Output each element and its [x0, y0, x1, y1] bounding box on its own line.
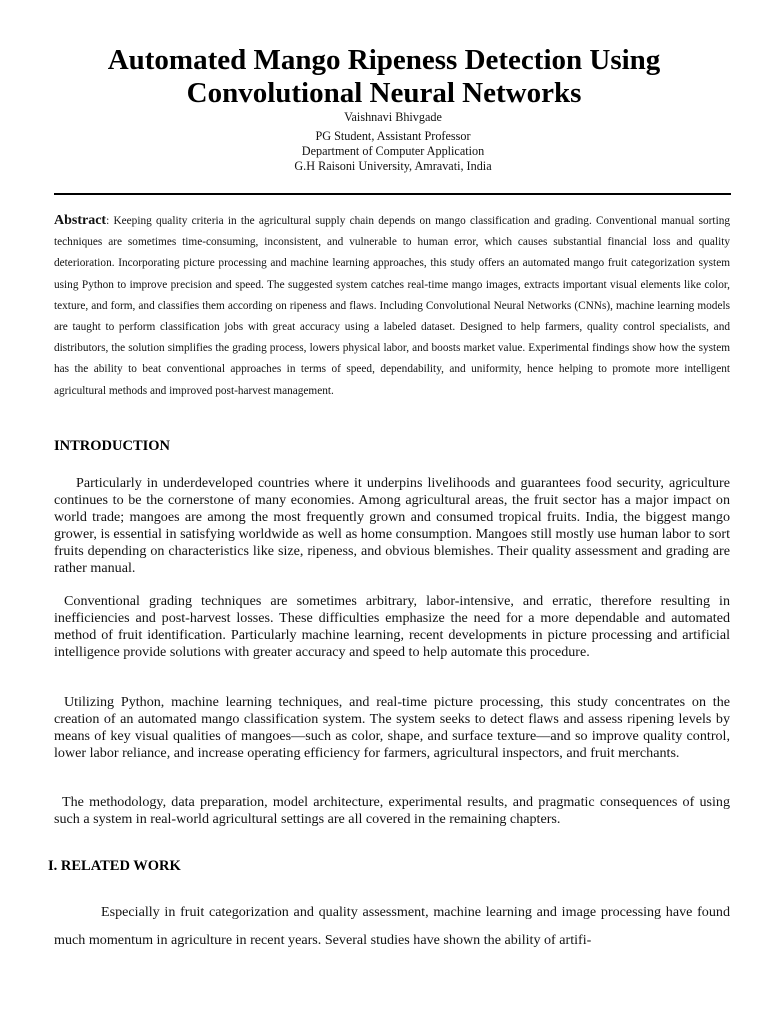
related-work-heading: I. RELATED WORK [48, 858, 181, 874]
related-work-paragraph-1: Especially in fruit categorization and quality assessment, machine learning and image processing have found much momentum in agriculture in recent years. Several studies have shown the ability of artifi- [54, 904, 730, 948]
abstract-label: Abstract [54, 213, 107, 228]
author-affiliation-block [0, 129, 768, 174]
author-role: PG Student, Assistant Professor [315, 129, 471, 143]
introduction-paragraph-3: Utilizing Python, machine learning techniques, and real-time picture processing, this study concentrates on the creation of an automated mango classification system. The system seeks to detect flaws and assess ripening levels by means of key visual qualities of mangoes—such as color, shape, and surface texture—and so improve quality control, lower labor reliance, and increase operating efficiency for farmers, agricultural inspectors, and fruit merchants. [54, 694, 730, 761]
abstract-separator: : [106, 215, 114, 227]
author-department: Department of Computer Application [301, 144, 485, 158]
author-name: Vaishnavi Bhivgade [344, 110, 442, 124]
author-affiliation: G.H Raisoni University, Amravati, India [294, 159, 492, 173]
abstract [54, 210, 730, 402]
introduction-heading: INTRODUCTION [54, 438, 171, 454]
abstract-text: Keeping quality criteria in the agricultural supply chain depends on mango classification and grading. Conventional manual sorting techniques are sometimes time-consuming, inconsistent, and vulnerable to human error, which causes substantial financial loss and quality deterioration. Incorporating picture processing and machine learning approaches, this study offers an automated mango fruit categorization system using Python to improve precision and speed. The suggested system catches real-time mango images, extracts important visual elements like color, texture, and form, and classifies them according on ripeness and flaws. Including Convolutional Neural Networks (CNNs), machine learning models are taught to perform classification jobs with great accuracy using a labeled dataset. Designed to help farmers, quality control specialists, and distributors, the solution simplifies the grading process, lowers physical labor, and boosts market value. Experimental findings show how the system has the ability to beat conventional approaches in terms of speed, dependability, and uniformity, hence helping to promote more intelligent agricultural methods and improved post-harvest management. [54, 215, 731, 397]
header-divider [54, 193, 731, 195]
introduction-paragraph-2: Conventional grading techniques are sometimes arbitrary, labor-intensive, and erratic, therefore resulting in inefficiencies and post-harvest losses. These difficulties emphasize the need for a more dependable and automated method of fruit identification. Particularly machine learning, recent developments in picture processing and artificial intelligence provide solutions with greater accuracy and speed to help automate this procedure. [54, 593, 730, 660]
paper-title: Automated Mango Ripeness Detection Using Convolutional Neural Networks [107, 44, 661, 109]
introduction-paragraph-1: Particularly in underdeveloped countries where it underpins livelihoods and guarantees food security, agriculture continues to be the cornerstone of many economies. Among agricultural areas, the fruit sector has a major impact on world trade; mangoes are among the most frequently grown and consumed tropical fruits. India, the biggest mango grower, is essential in satisfying worldwide as well as home consumption. Mangoes still mostly use human labor to sort fruits depending on characteristics like size, ripeness, and obvious blemishes. Their quality assessment and grading are rather manual. [54, 475, 730, 576]
introduction-paragraph-4: The methodology, data preparation, model architecture, experimental results, and pragmatic consequences of using such a system in real-world agricultural settings are all covered in the remaining chapters. [54, 794, 730, 827]
